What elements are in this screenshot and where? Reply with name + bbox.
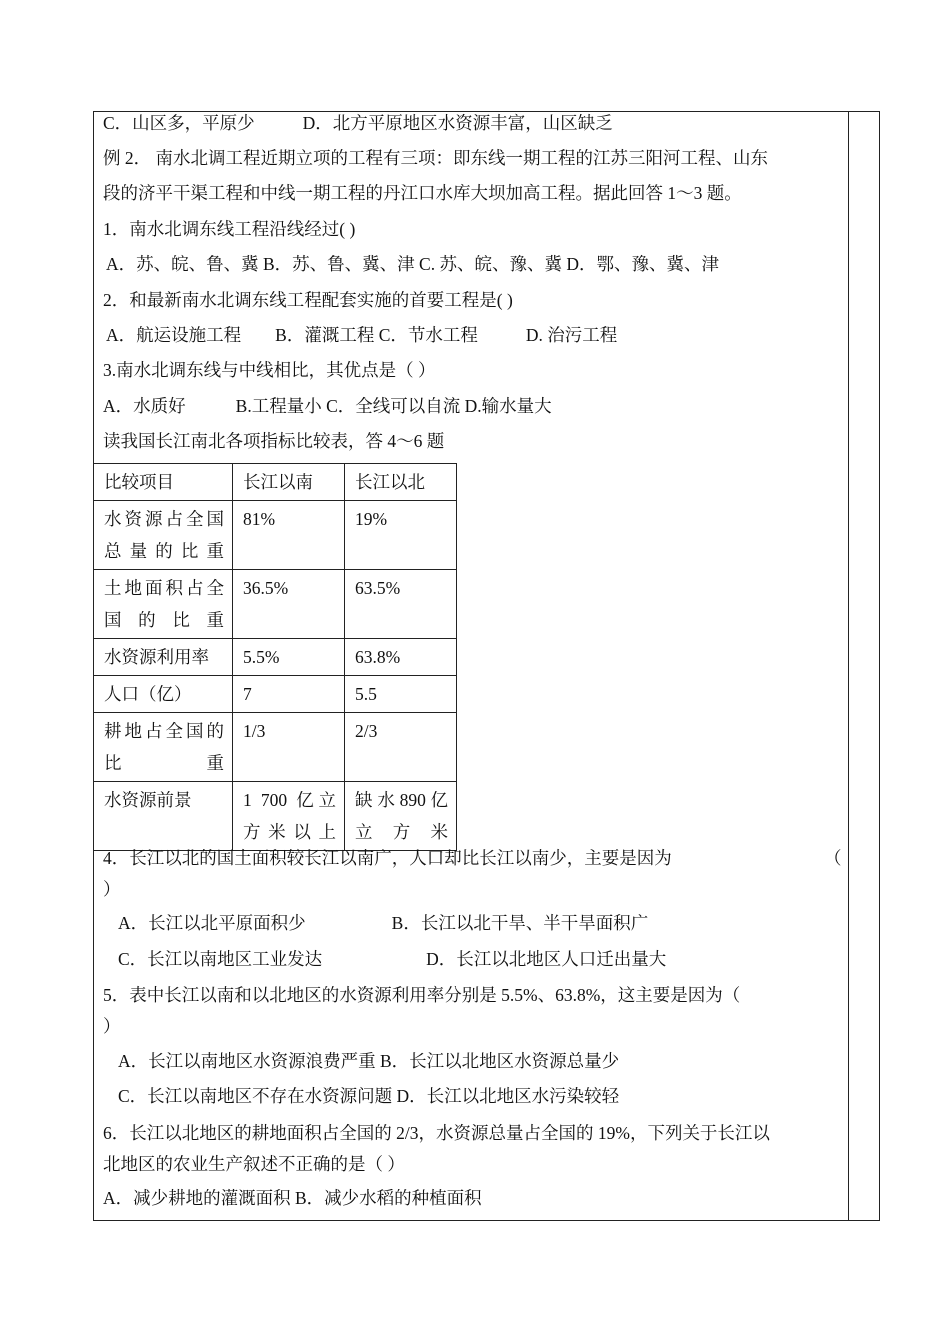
question-4-text: 4．长江以北的国土面积较长江以南广，人口却比长江以南少，主要是因为 <box>103 848 672 868</box>
comparison-table <box>93 463 457 851</box>
table-row <box>94 639 457 676</box>
q4-option-a: A．长江以北平原面积少 <box>118 913 306 933</box>
row-north-value: 缺 水 890 亿立方米 <box>345 782 457 851</box>
table-row <box>94 676 457 713</box>
row-label: 水资源占全国总量的比重 <box>94 501 233 570</box>
q3-option-bcd: B.工程量小 C．全线可以自流 D.输水量大 <box>235 396 552 416</box>
row-south-value: 81% <box>233 501 345 570</box>
question-6-line1: 6．长江以北地区的耕地面积占全国的 2/3，水资源总量占全国的 19%，下列关于长江以 <box>103 1123 770 1143</box>
header-south: 长江以南 <box>233 464 345 501</box>
row-south-value: 5.5% <box>233 639 345 676</box>
row-label: 水资源利用率 <box>94 639 233 676</box>
side-column <box>848 111 880 1221</box>
question-2: 2．和最新南水北调东线工程配套实施的首要工程是( ) <box>103 290 513 310</box>
row-south-value: 7 <box>233 676 345 713</box>
question-5-line1: 5．表中长江以南和以北地区的水资源利用率分别是 5.5%、63.8%，这主要是因为（ <box>103 985 741 1005</box>
q4-option-c: C．长江以南地区工业发达 <box>118 949 323 969</box>
question-4-options-cd <box>118 947 666 971</box>
question-5-options-ab: A．长江以南地区水资源浪费严重 B．长江以北地区水资源总量少 <box>118 1051 620 1071</box>
question-3-options <box>103 394 552 418</box>
table-row <box>94 782 457 851</box>
example2-line2: 段的济平干渠工程和中线一期工程的丹江口水库大坝加高工程。据此回答 1～3 题。 <box>103 183 742 203</box>
q4-option-d: D．长江以北地区人口迁出量大 <box>426 949 667 969</box>
row-north-value: 2/3 <box>345 713 457 782</box>
row-north-value: 63.5% <box>345 570 457 639</box>
question-2-options <box>106 323 617 347</box>
q2-option-d: D. 治污工程 <box>525 325 618 345</box>
row-north-value: 5.5 <box>345 676 457 713</box>
table-header-row <box>94 464 457 501</box>
row-label: 土地面积占全国的比重 <box>94 570 233 639</box>
question-5-options-cd: C．长江以南地区不存在水资源问题 D．长江以北地区水污染较轻 <box>118 1086 620 1106</box>
row-label: 耕地占全国的比重 <box>94 713 233 782</box>
question-4-paren-open: （ <box>824 848 842 868</box>
table-intro: 读我国长江南北各项指标比较表，答 4～6 题 <box>103 431 445 451</box>
row-label: 人口（亿） <box>94 676 233 713</box>
option-d: D．北方平原地区水资源丰富，山区缺乏 <box>302 113 613 133</box>
question-1-options: A．苏、皖、鲁、冀 B．苏、鲁、冀、津 C. 苏、皖、豫、冀 D．鄂、豫、冀、津 <box>106 254 719 274</box>
line-options-cd <box>103 111 613 135</box>
question-4-line2: ） <box>103 879 121 899</box>
row-south-value: 36.5% <box>233 570 345 639</box>
question-4-line1 <box>103 846 672 870</box>
question-1: 1．南水北调东线工程沿线经过( ) <box>103 219 356 239</box>
q3-option-a: A．水质好 <box>103 396 186 416</box>
table-row <box>94 501 457 570</box>
question-5-line2: ） <box>103 1016 121 1036</box>
question-4-options-ab <box>118 911 648 935</box>
question-3: 3.南水北调东线与中线相比，其优点是（ ） <box>103 360 436 380</box>
row-label: 水资源前景 <box>94 782 233 851</box>
header-north: 长江以北 <box>345 464 457 501</box>
row-north-value: 63.8% <box>345 639 457 676</box>
example2-line1: 例 2． 南水北调工程近期立项的工程有三项：即东线一期工程的江苏三阳河工程、山东 <box>103 148 768 168</box>
header-item: 比较项目 <box>94 464 233 501</box>
q2-option-a: A．航运设施工程 <box>106 325 242 345</box>
row-north-value: 19% <box>345 501 457 570</box>
table-row <box>94 570 457 639</box>
question-6-line2: 北地区的农业生产叙述不正确的是（ ） <box>103 1154 405 1174</box>
q4-option-b: B．长江以北干旱、半干旱面积广 <box>391 913 649 933</box>
table-row <box>94 713 457 782</box>
q2-option-bc: B．灌溉工程 C．节水工程 <box>275 325 478 345</box>
row-south-value: 1 700 亿立方米以上 <box>233 782 345 851</box>
option-c: C．山区多，平原少 <box>103 113 255 133</box>
row-south-value: 1/3 <box>233 713 345 782</box>
question-6-options-ab: A．减少耕地的灌溉面积 B．减少水稻的种植面积 <box>103 1188 482 1208</box>
